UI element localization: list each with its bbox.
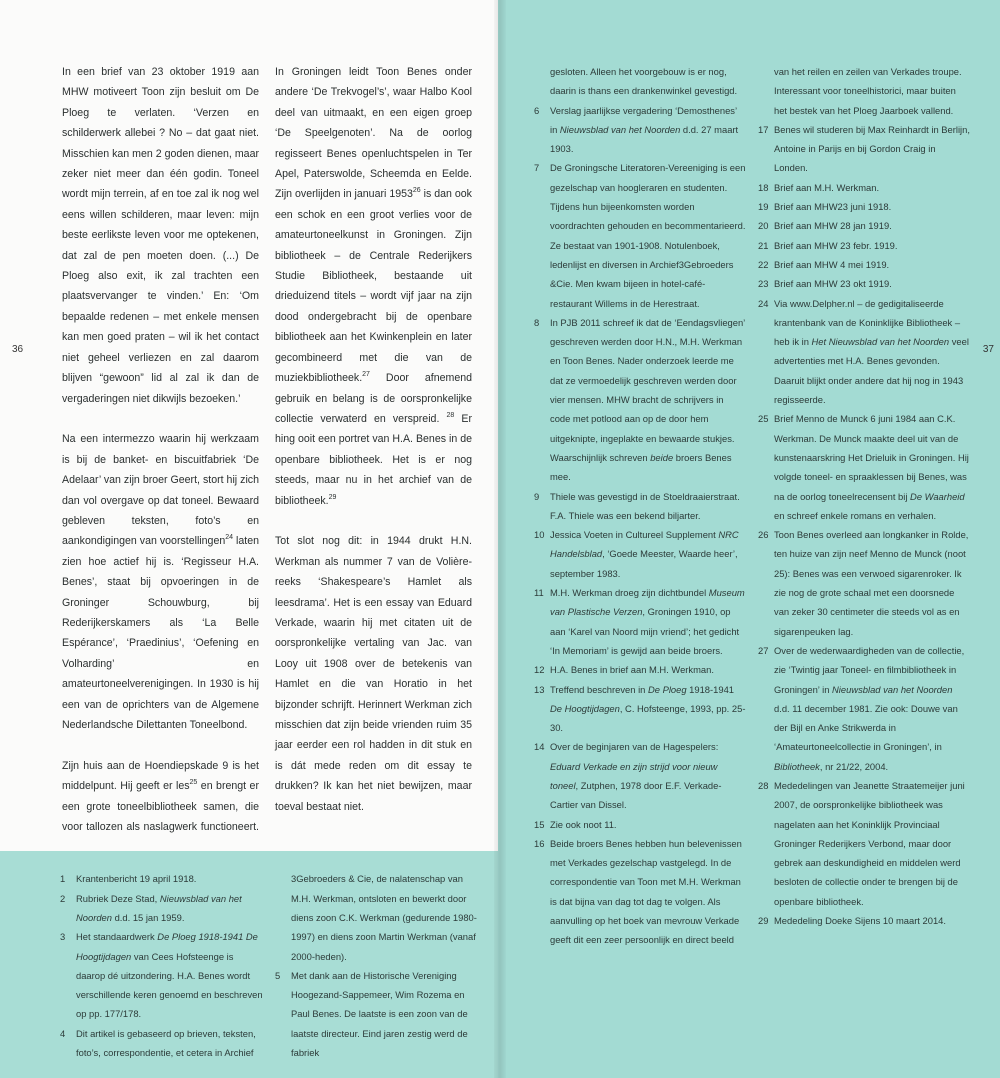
footnotes-right bbox=[534, 62, 970, 950]
footnote-number: 29 bbox=[758, 915, 769, 927]
footnote-number: 2 bbox=[60, 892, 66, 904]
italic-title: De Ploeg bbox=[647, 683, 687, 695]
text-run: broers Benes mee. bbox=[550, 451, 732, 483]
text-run: Dit artikel is gebaseerd op brieven, teksten, foto’s, correspondentie, et cetera in Archief 3Gebroeders & Cie, de nalatenschap van M.H. Werkman, ontsloten en bewerkt door diens zoon C.K. Werkman (gedurende 1980-1997) en diens zoon Martin Werkman (vanaf 2000-heden). bbox=[76, 873, 477, 1059]
footnote-reference: 28 bbox=[446, 411, 455, 419]
footnote bbox=[758, 274, 970, 293]
footnote bbox=[534, 815, 746, 834]
text-run: De Groningsche Literatoren-Vereeniging is een gezelschap van hoogleraren en studenten. Tijdens hun bijeenkomsten worden voordrachten gehouden en becommentarieerd. Ze bestaat van 1901-1908. Notulenboek, ledenlijst en diversen in Archief3Gebroeders &Cie. Men kwam bijeen in hotel-café-restaurant Willems in de Herestraat. bbox=[550, 162, 746, 309]
footnote-reference: 25 bbox=[189, 779, 198, 787]
footnote-number: 8 bbox=[534, 316, 540, 328]
footnote bbox=[534, 525, 746, 583]
italic-title: Nieuwsblad van het Noorden bbox=[832, 683, 953, 695]
footnote-number: 23 bbox=[758, 278, 769, 290]
footnote-reference: 27 bbox=[362, 371, 370, 379]
text-run: In PJB 2011 schreef ik dat de ‘Eendagsvliegen’ geschreven werden door H.N., M.H. Werkman en Toon Benes. Nader onderzoek leerde me dat ze vermoedelijk geschreven werden door vier mensen. MHW bracht de schrijvers in code met potlood aan op de door hem uitgeknipte, ingeplakte en bewaarde stukjes. Waarschijnlijk schreven bbox=[550, 316, 745, 463]
footnote-number: 15 bbox=[534, 818, 545, 830]
text-run: Zijn huis aan de Hoendiepskade 9 is het middelpunt. Hij geeft er les bbox=[62, 759, 259, 793]
footnote-number: 17 bbox=[758, 123, 769, 135]
footnote-number: 25 bbox=[758, 413, 769, 425]
text-run: H.A. Benes in brief aan M.H. Werkman. bbox=[550, 664, 714, 676]
footnote-number: 13 bbox=[534, 683, 545, 695]
text-run: Benes wil studeren bij Max Reinhardt in Berlijn, Antoine in Parijs en bij Gordon Craig in Londen. bbox=[774, 123, 970, 174]
text-run: Verslag jaarlijkse vergadering ‘Demosthenes’ in bbox=[550, 104, 737, 135]
footnote bbox=[758, 120, 970, 178]
footnote-number: 26 bbox=[758, 529, 769, 541]
text-run: laten zien hoe actief hij is. ‘Regisseur H.A. Benes’, staat bij opvoeringen in de Groninger Schouwburg, bij Rederijkerskamers als ‘La Belle Espérance’, ‘Praedinius’, ‘Oefening en Volharding’ en amateurtoneelverenigingen. In 1930 is hij een van de oprichters van de Algemene Nederlandsche Dilettanten Toneelbond. bbox=[62, 535, 259, 731]
italic-title: Eduard Verkade en zijn strijd voor nieuw toneel bbox=[550, 760, 718, 791]
footnote-number: 3 bbox=[60, 931, 66, 943]
text-run: 1918-1941 bbox=[686, 683, 735, 695]
footnote bbox=[758, 911, 970, 930]
text-run: , Groningen 1910, op aan ‘Karel van Noord mijn vriend’; het gedicht ‘In Memoriam’ is gewijd aan beide broers. bbox=[550, 606, 740, 656]
text-run: en brengt er een grote toneelbibliotheek samen, die voor tallozen als naslagwerk functioneert. In Groningen leidt Toon Benes onder andere ‘De Trekvogel’s’, waar Halbo Kool deel van uitmaakt, en een eigen groep ‘De Speelgenoten’. Na de oorlog regisseert Benes openluchtspelen in Ter Apel, Paterswolde, Scheemda en Eelde. Zijn overlijden in januari 1953 bbox=[62, 66, 472, 833]
italic-title: Museum van Plastische Verzen bbox=[550, 587, 745, 618]
footnote bbox=[534, 158, 746, 312]
footnote bbox=[534, 737, 746, 814]
footnote-number: 28 bbox=[758, 779, 769, 791]
text-run: Brief aan MHW23 juni 1918. bbox=[774, 201, 892, 213]
footnote-reference: 24 bbox=[225, 534, 234, 542]
text-run: is dan ook een schok en een groot verlies voor de amateurtoneelkunst in Groningen. Zijn bibliotheek – de Centrale Rederijkers Studie Bibliotheek, bestaande uit drieduizend titels – wordt vijf jaar na zijn dood ondergebracht bij de openbare bibliotheek aan het Kwinkenplein en later gecombineerd met die van de muziekbibliotheek. bbox=[275, 188, 472, 385]
text-run: Treffend beschreven in bbox=[550, 683, 648, 695]
italic-title: NRC Handelsblad bbox=[550, 529, 739, 560]
footnote-number: 18 bbox=[758, 181, 769, 193]
footnote bbox=[758, 255, 970, 274]
footnote bbox=[758, 294, 970, 410]
text-run: Door afnemend gebruik en belang is de oorspronkelijke collectie verwaterd en verspreid. bbox=[275, 372, 472, 425]
text-run: gesloten. Alleen het voorgebouw is er nog, daarin is thans een drankenwinkel gevestigd. bbox=[550, 66, 738, 97]
italic-title: Nieuwsblad van het Noorden bbox=[559, 123, 681, 135]
page-number-left: 36 bbox=[12, 344, 24, 355]
footnote-number: 24 bbox=[758, 297, 769, 309]
article-body bbox=[62, 62, 472, 837]
text-run: Met dank aan de Historische Vereniging Hoogezand-Sappemeer, Wim Rozema en Paul Benes. De laatste is een zoon van de laatste directeur. Eind jaren zestig werd de fabriek bbox=[291, 969, 468, 1059]
footnote bbox=[534, 487, 746, 526]
footnote bbox=[534, 313, 746, 487]
footnote bbox=[758, 641, 970, 776]
text-run: Over de wederwaardigheden van de collectie, zie ‘Twintig jaar Toneel- en filmbibliotheek in Groningen’ in bbox=[774, 644, 965, 695]
footnote bbox=[534, 101, 746, 159]
footnote-number: 11 bbox=[534, 587, 544, 599]
text-run: d.d. 15 jan 1959. bbox=[111, 912, 185, 923]
text-run: Toon Benes overleed aan longkanker in Rolde, ten huize van zijn neef Menno de Munck (noot 25): Benes was een verwoed sigarenroker. Ik zie nog de grote schaal met een doorsnede van zeker 30 centimeter die steeds vol as en sigarenpeuken lag. bbox=[774, 529, 969, 637]
footnote-number: 5 bbox=[275, 969, 281, 981]
footnote-number: 7 bbox=[534, 162, 540, 174]
footnote bbox=[758, 525, 970, 641]
text-run: van Cees Hofsteenge is daarop dé uitzondering. H.A. Benes wordt verschillende keren genoemd en beschreven op pp. 177/178. bbox=[76, 950, 263, 1020]
text-run: Brief aan M.H. Werkman. bbox=[774, 181, 880, 193]
text-run: In een brief van 23 oktober 1919 aan MHW motiveert Toon zijn besluit om De Ploeg te verlaten. ‘Verzen en schilderwerk allebei ? No – dat gaat niet. Misschien kan men 2 goden dienen, maar zeker niet meer dan één godin. Toneel wordt mijn terrein, af en toe zal ik nog wel eens willen schilderen, maar leven: mijn beste eerlikste leven voor me optekenen, dat zal de pen moeten doen. (...) De Ploeg also exit, ik zal trachten een plaatsvervanger te vinden.’ En: ‘Om bepaalde redenen – met enkele mensen kan men goed praten – wil ik het contact niet geheel verliezen en zal daarom blijven “gewoon” lid al zal ik dan de vergaderingen niet dikwijls bezoeken.’ bbox=[62, 66, 259, 405]
italic-title: Nieuwsblad van het Noorden bbox=[76, 892, 242, 923]
footnote-number: 14 bbox=[534, 741, 545, 753]
text-run: Brief aan MHW 23 febr. 1919. bbox=[774, 239, 898, 251]
footnote bbox=[534, 680, 746, 738]
text-run: Brief aan MHW 23 okt 1919. bbox=[774, 278, 892, 290]
footnote-number: 4 bbox=[60, 1027, 66, 1039]
italic-title: De Waarheid bbox=[910, 490, 965, 502]
footnote-number: 21 bbox=[758, 239, 769, 251]
footnote bbox=[758, 236, 970, 255]
footnote-number: 12 bbox=[534, 664, 545, 676]
footnote-number: 9 bbox=[534, 490, 540, 502]
paragraph bbox=[275, 531, 472, 817]
text-run: , ‘Goede Meester, Waarde heer’, september 1983. bbox=[550, 548, 738, 579]
italic-title: Het Nieuwsblad van het Noorden bbox=[811, 336, 950, 348]
text-run: , Zutphen, 1978 door E.F. Verkade-Cartier van Dissel. bbox=[550, 779, 722, 811]
text-run: Brief Menno de Munck 6 juni 1984 aan C.K. Werkman. De Munck maakte deel uit van de kunstenaarskring Het Drieluik in Groningen. Hij volgde toneel- en spraaklessen bij Benes, was na de oorlog toneelrecensent bij bbox=[774, 413, 969, 502]
footnotes-left bbox=[60, 869, 478, 1062]
footnote bbox=[758, 776, 970, 911]
footnote-number: 6 bbox=[534, 104, 540, 116]
footnote bbox=[534, 62, 746, 101]
text-run: Via www.Delpher.nl – de gedigitaliseerde krantenbank van de Koninklijke Bibliotheek – heb ik in bbox=[774, 297, 961, 348]
footnote-number: 16 bbox=[534, 837, 545, 849]
footnote bbox=[60, 889, 263, 928]
footnotes-background bbox=[0, 851, 498, 1078]
text-run: Krantenbericht 19 april 1918. bbox=[76, 873, 197, 885]
footnote bbox=[534, 583, 746, 660]
footnote bbox=[758, 197, 970, 216]
italic-title: De Hoogtijdagen bbox=[550, 702, 620, 714]
text-run: Beide broers Benes hebben hun belevenissen met Verkades gezelschap vastgelegd. In de correspondentie van Toon met M.H. Werkman is dat bijna van dag tot dag te volgen. Als aanvulling op het boek van mevrouw Verkade geeft dit een zeer persoonlijk en direct beeld van het reilen en zeilen van Verkades troupe. Interessant voor toneelhistorici, maar buiten het bestek van het Ploeg Jaarboek vallend. bbox=[550, 66, 962, 946]
footnote-number: 19 bbox=[758, 201, 769, 213]
text-run: Tot slot nog dit: in 1944 drukt H.N. Werkman als nummer 7 van de Volière-reeks ‘Shakespeare’s Hamlet als leesdrama’. Het is een essay van Eduard Verkade, waarin hij met citaten uit de oorspronkelijke vertaling van Jac. van Looy uit 1908 over de betekenis van Hamlet en die van Horatio in het bijzonder schrijft. Herinnert Werkman zich misschien dat zijn beide vrienden ruim 35 jaar eerder een rol hadden in dit stuk en is dát mede reden om dit essay te drukken? Ik kan het niet bewijzen, maar toeval bestaat niet. bbox=[275, 535, 472, 813]
text-run: Het standaardwerk bbox=[76, 931, 158, 943]
footnote bbox=[275, 966, 478, 1062]
text-run: Brief aan MHW 4 mei 1919. bbox=[774, 258, 890, 270]
text-run: Na een intermezzo waarin hij werkzaam is bij de banket- en biscuitfabriek ‘De Adelaar’ van zijn broer Geert, stort hij zich dan vol overgave op dat toneel. Bewaard gebleven teksten, foto’s en aankondigingen van voorstellingen bbox=[62, 433, 259, 548]
text-run: , C. Hofsteenge, 1993, pp. 25-30. bbox=[550, 702, 746, 734]
text-run: , nr 21/22, 2004. bbox=[819, 760, 889, 772]
footnote-reference: 26 bbox=[412, 187, 421, 195]
footnote bbox=[758, 216, 970, 235]
text-run: en schreef enkele romans en verhalen. bbox=[774, 509, 937, 521]
italic-title: De Ploeg 1918-1941 De Hoogtijdagen bbox=[76, 931, 258, 962]
text-run: d.d. 27 maart 1903. bbox=[550, 123, 739, 155]
article-body-area bbox=[0, 0, 498, 851]
paragraph bbox=[62, 429, 259, 735]
paragraph bbox=[62, 62, 259, 409]
text-run: veel advertenties met H.A. Benes gevonden. Daaruit blijkt onder andere dat hij nog in 1943 regisseerde. bbox=[774, 336, 969, 406]
text-run: Er hing ooit een portret van H.A. Benes in de openbare bibliotheek. Het is er nog steeds, maar nu in het archief van de bibliotheek. bbox=[275, 412, 472, 507]
text-run: M.H. Werkman droeg zijn dichtbundel bbox=[550, 587, 709, 599]
text-run: Brief aan MHW 28 jan 1919. bbox=[774, 220, 892, 232]
footnote bbox=[758, 409, 970, 525]
text-run: Mededeling Doeke Sijens 10 maart 2014. bbox=[774, 915, 946, 927]
footnote-number: 1 bbox=[60, 873, 66, 885]
footnote bbox=[758, 178, 970, 197]
left-page bbox=[0, 0, 498, 1078]
footnote-number: 20 bbox=[758, 220, 769, 232]
footnote-number: 27 bbox=[758, 644, 769, 656]
footnote-reference: 29 bbox=[328, 493, 337, 501]
footnote bbox=[60, 927, 263, 1023]
italic-title: Bibliotheek bbox=[774, 760, 820, 772]
page-number-right: 37 bbox=[982, 344, 994, 355]
text-run: Thiele was gevestigd in de Stoeldraaierstraat. F.A. Thiele was een bekend biljarter. bbox=[550, 490, 740, 521]
footnote bbox=[534, 660, 746, 679]
text-run: d.d. 11 december 1981. Zie ook: Douwe van der Bijl en Anke Strikwerda in ‘Amateurtoneelcollectie in Groningen’, in bbox=[774, 702, 958, 753]
text-run: Rubriek Deze Stad, bbox=[76, 892, 160, 904]
right-page bbox=[498, 0, 1000, 1078]
text-run: Jessica Voeten in Cultureel Supplement bbox=[550, 529, 719, 541]
footnote-number: 22 bbox=[758, 258, 769, 270]
text-run: Over de beginjaren van de Hagespelers: bbox=[550, 741, 719, 753]
text-run: Zie ook noot 11. bbox=[550, 818, 617, 830]
text-run: Mededelingen van Jeanette Straatemeijer juni 2007, de oorspronkelijke bibliotheek was nagelaten aan het Koninklijk Provinciaal Groninger Rederijkers Verbond, maar door gebrek aan deskundigheid en middelen werd besloten de collectie onder te brengen bij de openbare bibliotheek. bbox=[774, 779, 965, 907]
footnote-number: 10 bbox=[534, 529, 545, 541]
italic-title: beide bbox=[650, 451, 674, 463]
footnote bbox=[60, 869, 263, 888]
